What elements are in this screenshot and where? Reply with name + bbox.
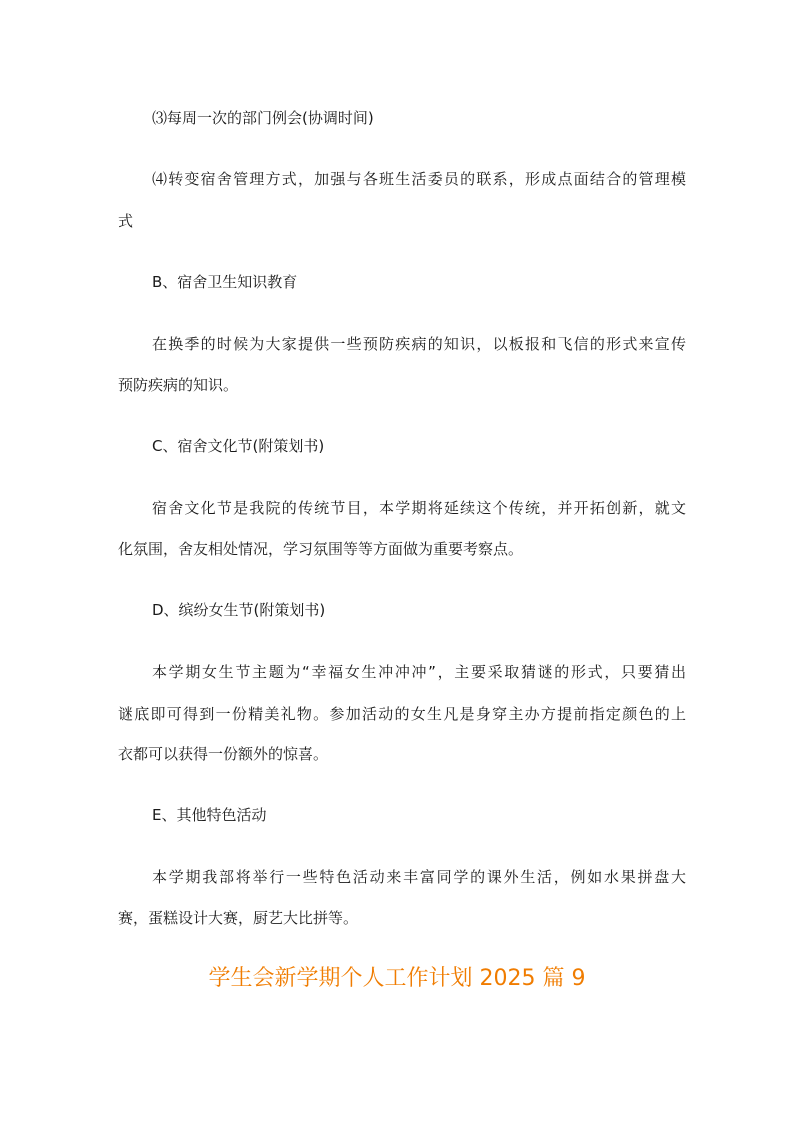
section-label-e: E、其他特色活动: [152, 806, 267, 824]
paragraph-line: 化氛围，舍友相处情况，学习氛围等等方面做为重要考察点。: [118, 540, 524, 558]
section-label-c: C、宿舍文化节(附策划书): [152, 437, 325, 455]
paragraph-line: ⑶每周一次的部门例会(协调时间): [152, 109, 374, 127]
paragraph-line: 在换季的时候为大家提供一些预防疾病的知识，以板报和飞信的形式来宣传: [152, 335, 686, 353]
paragraph-line: 预防疾病的知识。: [118, 376, 239, 394]
paragraph-line: 衣都可以获得一份额外的惊喜。: [118, 745, 329, 763]
paragraph-line: 式: [118, 212, 134, 230]
section-label-d: D、缤纷女生节(附策划书): [152, 601, 326, 619]
paragraph-line: 本学期我部将举行一些特色活动来丰富同学的课外生活，例如水果拼盘大: [152, 868, 686, 886]
section-heading: 学生会新学期个人工作计划 2025 篇 9: [208, 966, 586, 991]
paragraph-line: 宿舍文化节是我院的传统节目，本学期将延续这个传统，并开拓创新，就文: [152, 499, 686, 517]
paragraph-line: 赛，蛋糕设计大赛，厨艺大比拼等。: [118, 909, 359, 927]
section-label-b: B、宿舍卫生知识教育: [152, 273, 298, 291]
paragraph-line: 本学期女生节主题为“幸福女生冲冲冲”，主要采取猜谜的形式，只要猜出: [152, 663, 686, 681]
paragraph-line: 谜底即可得到一份精美礼物。参加活动的女生凡是身穿主办方提前指定颜色的上: [118, 705, 686, 723]
paragraph-line: ⑷转变宿舍管理方式，加强与各班生活委员的联系，形成点面结合的管理模: [152, 170, 686, 188]
